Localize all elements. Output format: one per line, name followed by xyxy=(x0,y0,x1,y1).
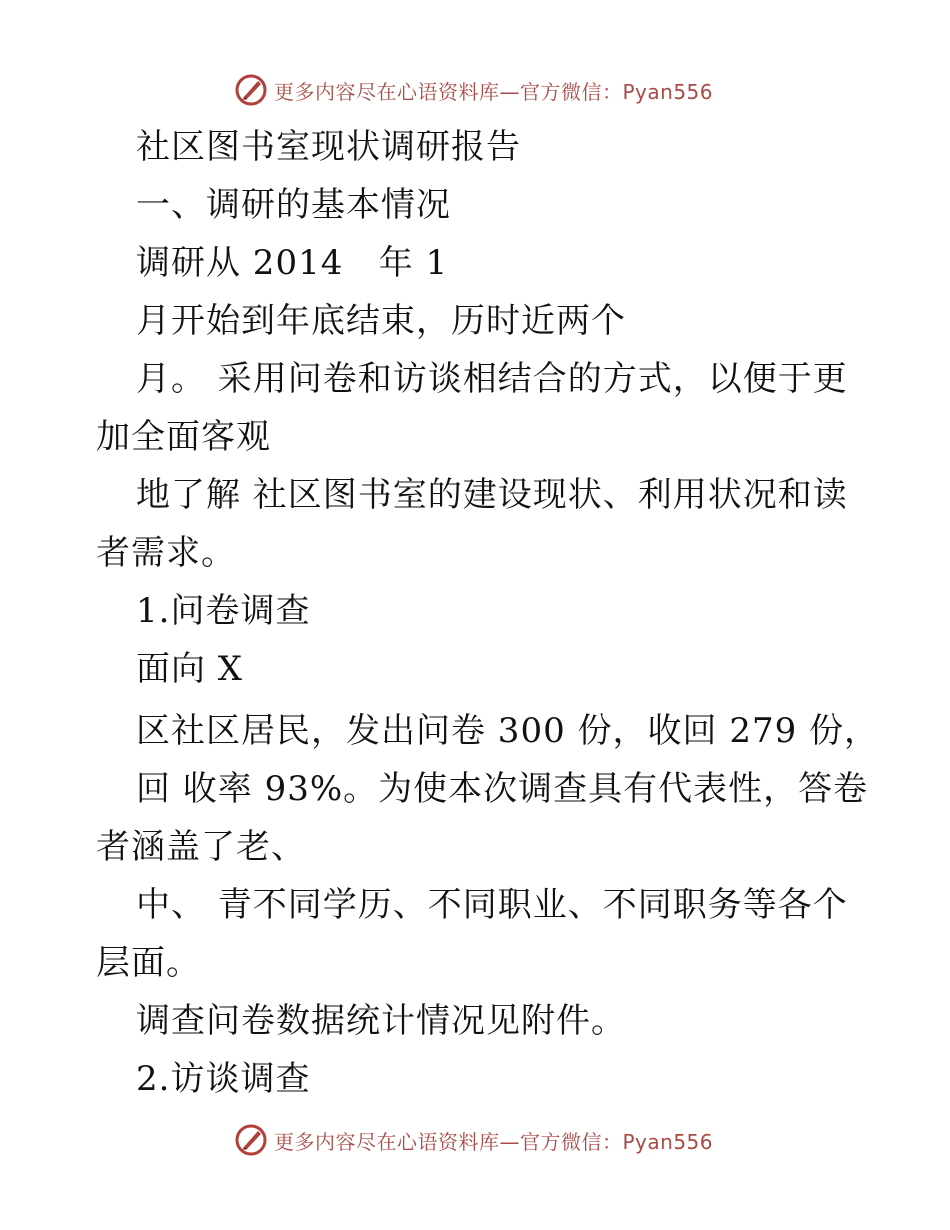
paragraph-line: 调查问卷数据统计情况见附件。 xyxy=(136,1001,626,1041)
paragraph-line: 地了解 社区图书室的建设现状、利用状况和读 xyxy=(136,475,848,515)
paragraph-line: 回 收率 93%。为使本次调查具有代表性，答卷 xyxy=(136,769,869,809)
paragraph-line: 层面。 xyxy=(96,943,201,983)
watermark-text: 更多内容尽在心语资料库—官方微信：Pyan556 xyxy=(274,79,714,104)
paragraph-line: 面向 X xyxy=(136,649,244,689)
paragraph-line: 者涵盖了老、 xyxy=(96,827,306,867)
paragraph-line: 区社区居民，发出问卷 300 份，收回 279 份， xyxy=(136,711,880,751)
paragraph-line: 加全面客观 xyxy=(96,417,271,457)
subheading-interview: 2.访谈调查 xyxy=(136,1059,311,1099)
paragraph-line: 月开始到年底结束，历时近两个 xyxy=(136,301,626,341)
subheading-questionnaire: 1.问卷调查 xyxy=(136,591,311,631)
watermark-text: 更多内容尽在心语资料库—官方微信：Pyan556 xyxy=(274,1129,714,1154)
red-quill-logo-icon xyxy=(234,1123,268,1157)
paragraph-line: 调研从 2014 年 1 xyxy=(136,243,449,283)
paragraph-line: 月。 采用问卷和访谈相结合的方式，以便于更 xyxy=(136,359,848,399)
paragraph-line: 中、 青不同学历、不同职业、不同职务等各个 xyxy=(136,885,848,925)
paragraph-line: 者需求。 xyxy=(96,533,236,573)
document-title: 社区图书室现状调研报告 xyxy=(136,127,521,167)
section-heading-1: 一、调研的基本情况 xyxy=(136,185,451,225)
watermark-banner-bottom xyxy=(234,1122,714,1158)
